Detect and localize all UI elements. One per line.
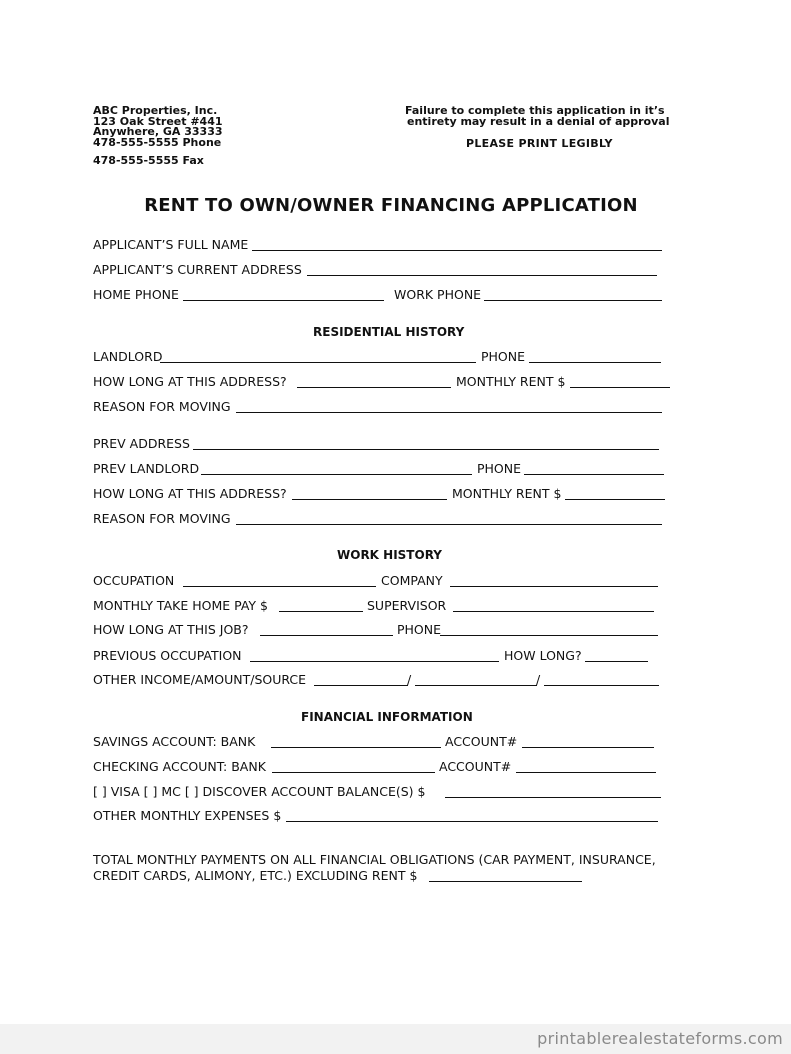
home-phone-label: HOME PHONE: [93, 287, 179, 302]
company-phone: 478-555-5555 Phone: [93, 135, 222, 149]
occupation-field[interactable]: [183, 586, 376, 587]
previous-how-long-label: HOW LONG?: [504, 648, 582, 663]
work-phone-field[interactable]: [484, 300, 662, 301]
total-payments-paragraph: [93, 852, 693, 884]
how-long-job-label: HOW LONG AT THIS JOB?: [93, 622, 249, 637]
prev-how-long-field[interactable]: [292, 499, 447, 500]
other-income-source-field[interactable]: [415, 685, 537, 686]
reason-field[interactable]: [236, 412, 662, 413]
print-legibly-notice: PLEASE PRINT LEGIBLY: [466, 137, 613, 150]
prev-phone-label: PHONE: [477, 461, 522, 476]
work-phone-label: WORK PHONE: [394, 287, 482, 302]
supervisor-field[interactable]: [453, 611, 654, 612]
previous-how-long-field[interactable]: [585, 661, 648, 662]
company-city: Anywhere, GA 33333: [93, 125, 223, 138]
home-phone-field[interactable]: [183, 300, 384, 301]
how-long-field[interactable]: [297, 387, 451, 388]
how-long-job-field[interactable]: [260, 635, 393, 636]
savings-account-field[interactable]: [522, 747, 654, 748]
checking-account-field[interactable]: [516, 772, 656, 773]
company-label: COMPANY: [381, 573, 443, 588]
footer-bar: [0, 1024, 791, 1054]
financial-information-heading: FINANCIAL INFORMATION: [301, 710, 473, 724]
full-name-field[interactable]: [252, 250, 662, 251]
work-history-heading: WORK HISTORY: [337, 548, 442, 562]
income-slash-1: /: [407, 672, 412, 687]
checking-bank-field[interactable]: [272, 772, 435, 773]
checking-account-label: ACCOUNT#: [439, 759, 512, 774]
other-income-extra-field[interactable]: [544, 685, 659, 686]
notice-line-1: Failure to complete this application in it’s: [405, 104, 665, 117]
company-fax: 478-555-5555 Fax: [93, 154, 204, 167]
savings-account-label: ACCOUNT#: [445, 734, 518, 749]
take-home-field[interactable]: [279, 611, 363, 612]
income-slash-2: /: [536, 672, 541, 687]
total-payments-line-2-row: [93, 868, 693, 884]
prev-landlord-field[interactable]: [201, 474, 472, 475]
full-name-label: APPLICANT’S FULL NAME: [93, 237, 249, 252]
company-field[interactable]: [450, 586, 658, 587]
total-payments-field[interactable]: [429, 881, 582, 882]
savings-bank-field[interactable]: [271, 747, 441, 748]
total-payments-line-2: CREDIT CARDS, ALIMONY, ETC.) EXCLUDING RENT $: [93, 868, 418, 883]
prev-reason-field[interactable]: [236, 524, 662, 525]
other-expenses-label: OTHER MONTHLY EXPENSES $: [93, 808, 282, 823]
other-expenses-field[interactable]: [286, 821, 658, 822]
company-street: 123 Oak Street #441: [93, 114, 223, 128]
cards-balance-field[interactable]: [445, 797, 661, 798]
residential-history-heading: RESIDENTIAL HISTORY: [313, 325, 465, 339]
checking-bank-label: CHECKING ACCOUNT: BANK: [93, 759, 266, 774]
page-title: RENT TO OWN/OWNER FINANCING APPLICATION: [144, 195, 638, 216]
prev-monthly-rent-field[interactable]: [565, 499, 665, 500]
reason-label: REASON FOR MOVING: [93, 399, 231, 414]
take-home-label: MONTHLY TAKE HOME PAY $: [93, 598, 268, 613]
previous-occupation-label: PREVIOUS OCCUPATION: [93, 648, 242, 663]
work-phone-history-field[interactable]: [440, 635, 658, 636]
total-payments-line-1: TOTAL MONTHLY PAYMENTS ON ALL FINANCIAL OBLIGATIONS (CAR PAYMENT, INSURANCE,: [93, 852, 656, 867]
landlord-phone-label: PHONE: [481, 349, 526, 364]
prev-how-long-label: HOW LONG AT THIS ADDRESS?: [93, 486, 287, 501]
current-address-field[interactable]: [307, 275, 657, 276]
landlord-phone-field[interactable]: [529, 362, 661, 363]
company-name: ABC Properties, Inc.: [93, 104, 218, 117]
landlord-label: LANDLORD: [93, 349, 163, 364]
how-long-label: HOW LONG AT THIS ADDRESS?: [93, 374, 287, 389]
other-income-amount-field[interactable]: [314, 685, 408, 686]
work-phone-history-label: PHONE: [397, 622, 442, 637]
previous-occupation-field[interactable]: [250, 661, 499, 662]
prev-address-field[interactable]: [193, 449, 659, 450]
occupation-label: OCCUPATION: [93, 573, 175, 588]
cards-balance-label: [ ] VISA [ ] MC [ ] DISCOVER ACCOUNT BALANCE(S) $: [93, 784, 426, 799]
savings-bank-label: SAVINGS ACCOUNT: BANK: [93, 734, 256, 749]
prev-reason-label: REASON FOR MOVING: [93, 511, 231, 526]
notice-line-2: entirety may result in a denial of approval: [407, 115, 670, 128]
landlord-field[interactable]: [160, 362, 476, 363]
watermark-url: printablerealestateforms.com: [537, 1029, 783, 1048]
monthly-rent-label: MONTHLY RENT $: [456, 374, 566, 389]
prev-phone-field[interactable]: [524, 474, 664, 475]
prev-monthly-rent-label: MONTHLY RENT $: [452, 486, 562, 501]
other-income-label: OTHER INCOME/AMOUNT/SOURCE: [93, 672, 307, 687]
current-address-label: APPLICANT’S CURRENT ADDRESS: [93, 262, 302, 277]
supervisor-label: SUPERVISOR: [367, 598, 447, 613]
monthly-rent-field[interactable]: [570, 387, 670, 388]
prev-address-label: PREV ADDRESS: [93, 436, 190, 451]
prev-landlord-label: PREV LANDLORD: [93, 461, 200, 476]
